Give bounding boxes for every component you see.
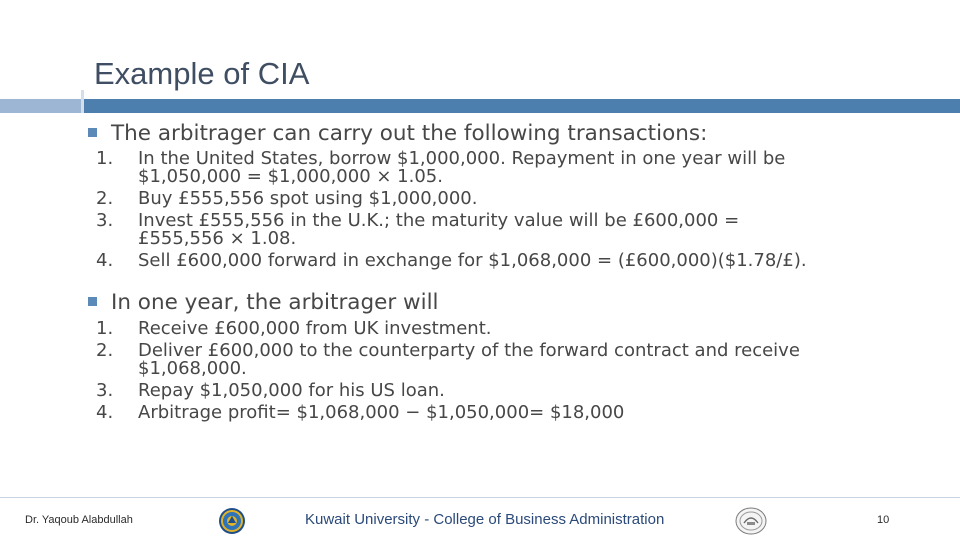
- footer-divider: [0, 497, 960, 498]
- footer-author: Dr. Yaqoub Alabdullah: [25, 514, 133, 526]
- list-item: 1. In the United States, borrow $1,000,000. Repayment in one year will be $1,050,000 = $1,000,000 × 1.05.: [96, 148, 786, 187]
- bullet-transactions: [88, 121, 707, 146]
- bullet-one-year: [88, 290, 439, 315]
- square-bullet-icon: [88, 297, 97, 306]
- list-item: 3. Invest £555,556 in the U.K.; the maturity value will be £600,000 = £555,556 × 1.08.: [96, 210, 740, 249]
- footer-organization: Kuwait University - College of Business Administration: [305, 511, 665, 528]
- list-item: 4. Sell £600,000 forward in exchange for $1,068,000 = (£600,000)($1.78/£).: [96, 250, 807, 271]
- emblem-logo-icon: [735, 507, 767, 535]
- list-item: 4. Arbitrage profit= $1,068,000 − $1,050,000= $18,000: [96, 402, 625, 423]
- title-rule-left: [0, 99, 81, 113]
- transactions-list: [96, 150, 807, 274]
- list-item: 2. Buy £555,556 spot using $1,000,000.: [96, 188, 478, 209]
- list-item: 3. Repay $1,050,000 for his US loan.: [96, 380, 445, 401]
- title-rule-right: [84, 99, 960, 113]
- outcome-list: [96, 320, 800, 426]
- page-number: 10: [877, 514, 890, 526]
- bullet-text: In one year, the arbitrager will: [111, 290, 439, 315]
- seal-logo-icon: [218, 507, 246, 535]
- square-bullet-icon: [88, 128, 97, 137]
- list-item: 1. Receive £600,000 from UK investment.: [96, 318, 492, 339]
- bullet-text: The arbitrager can carry out the following transactions:: [111, 121, 708, 146]
- slide-title: Example of CIA: [94, 56, 310, 91]
- list-item: 2. Deliver £600,000 to the counterparty of the forward contract and receive $1,068,000.: [96, 340, 800, 379]
